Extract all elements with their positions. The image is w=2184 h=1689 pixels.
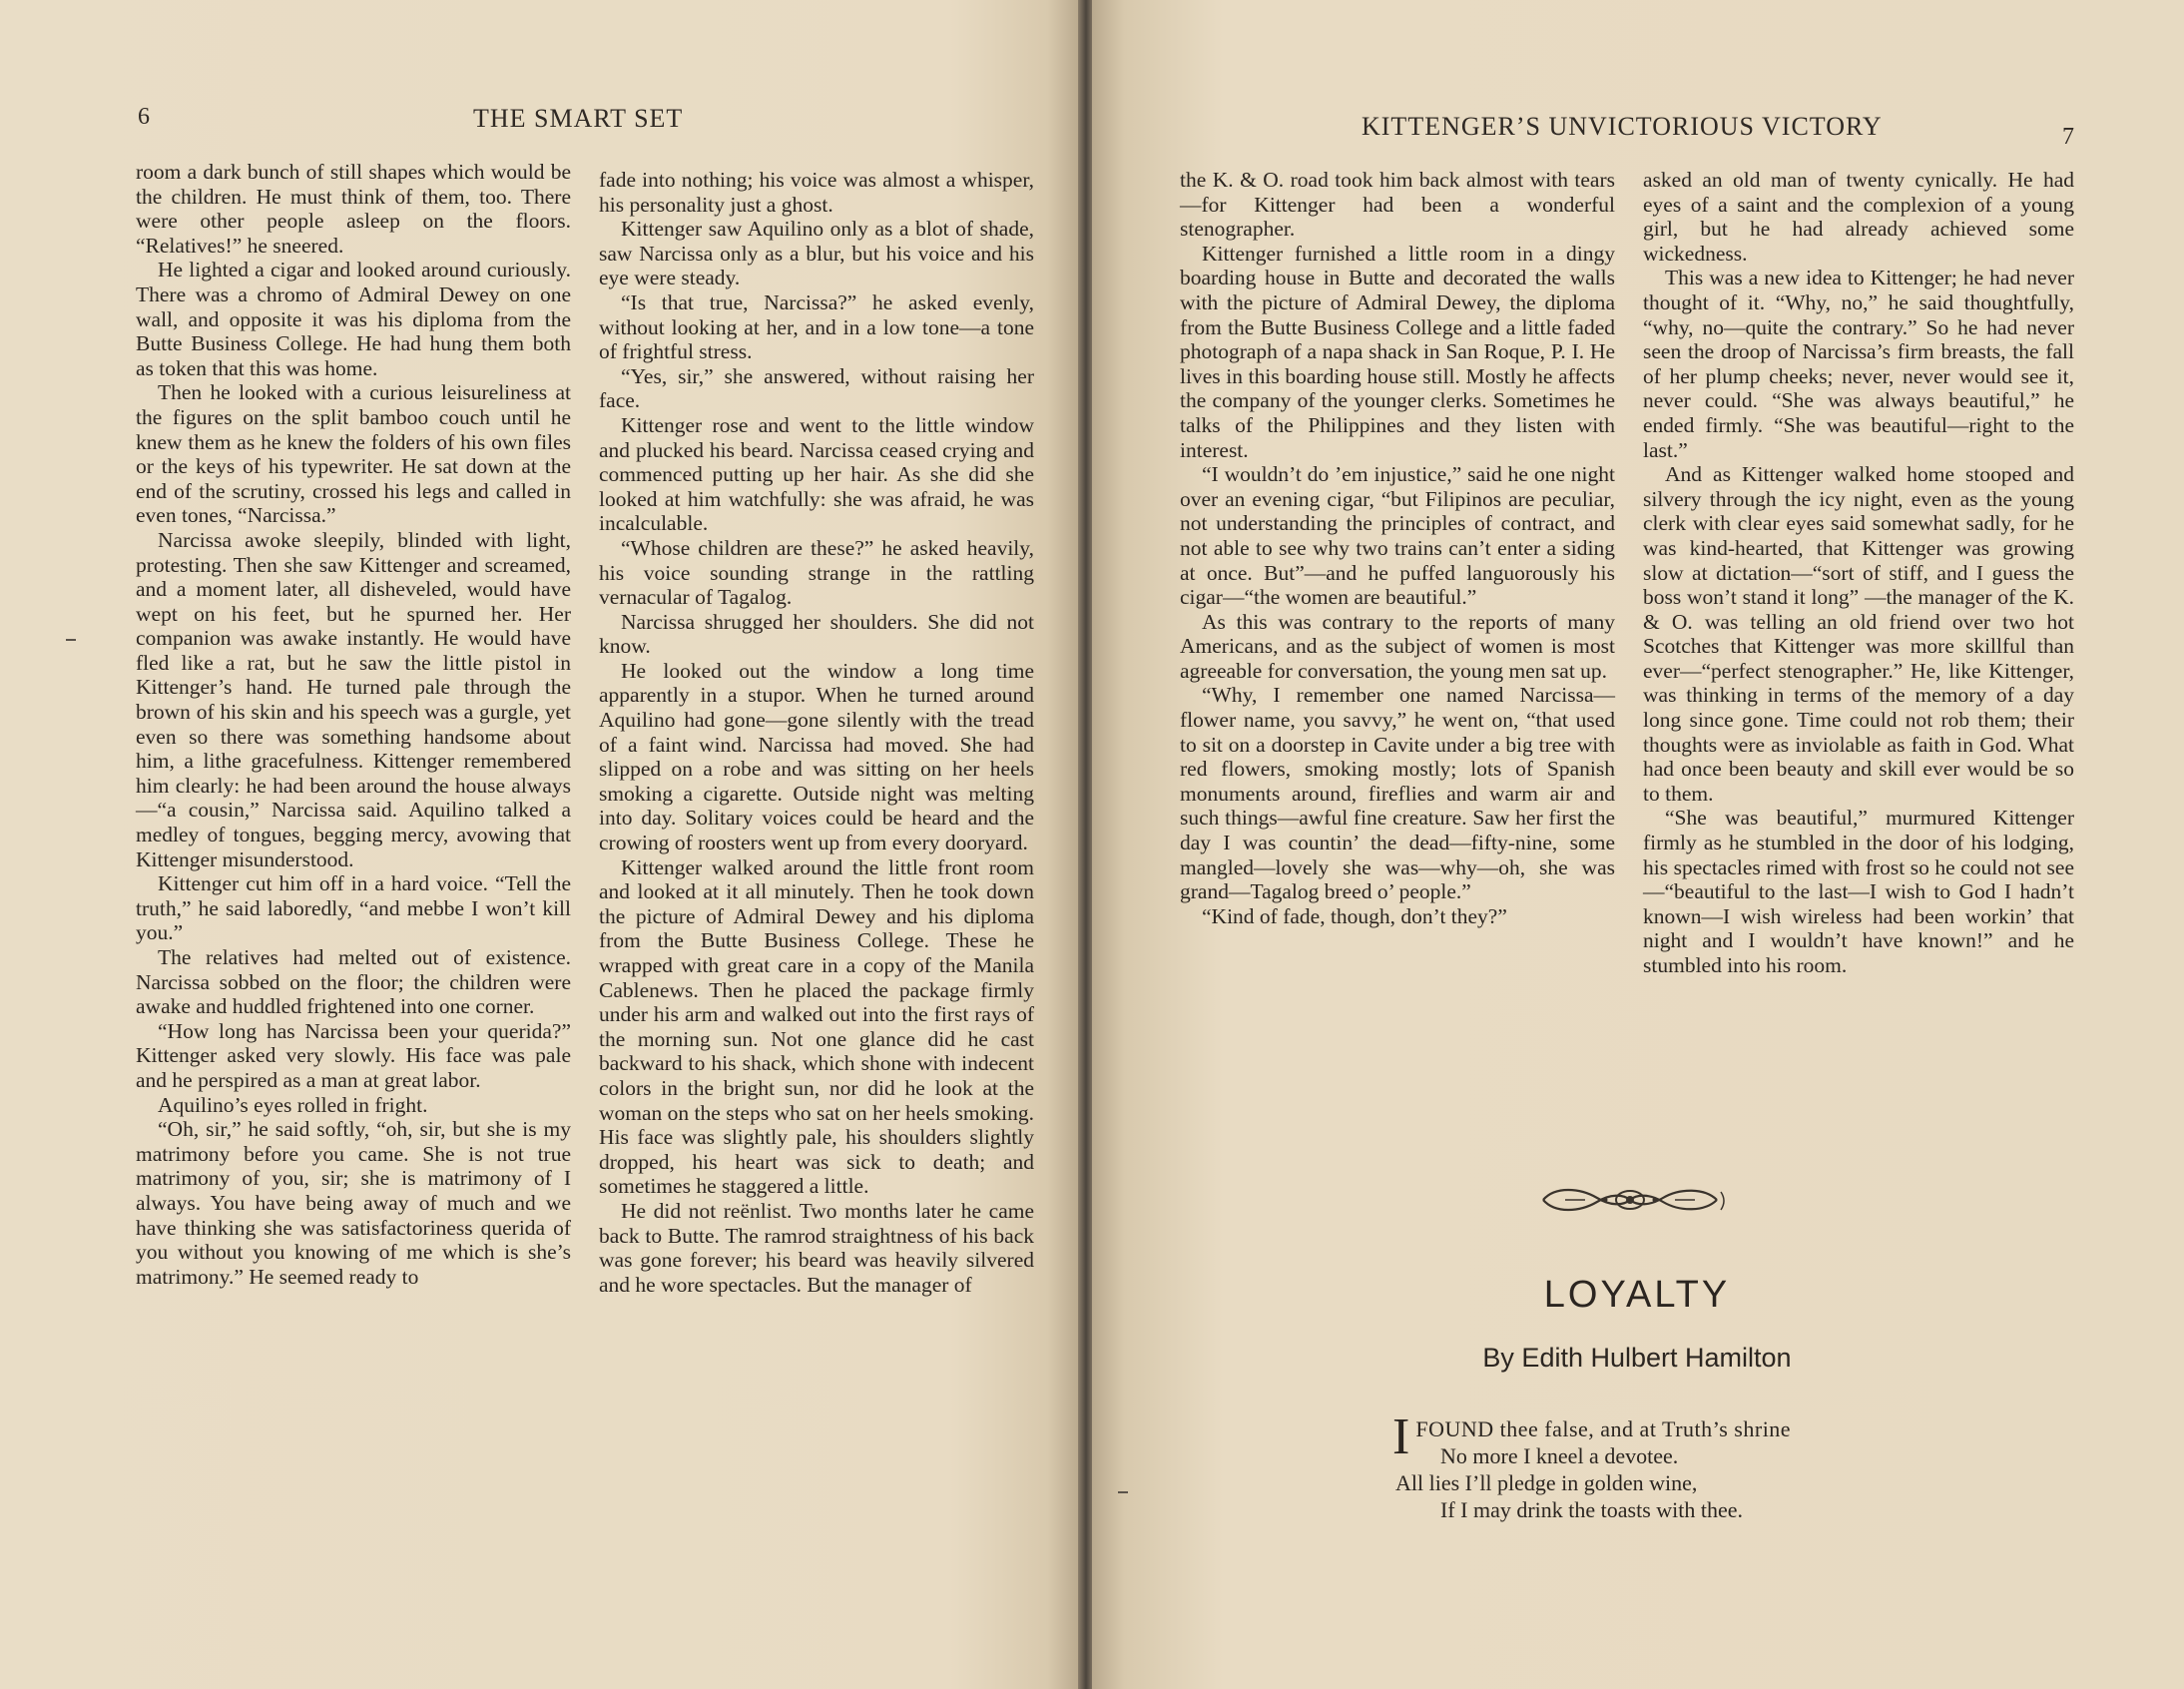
paragraph: He did not reënlist. Two months later he came back to Butte. The ramrod straightness of his back was gone forever; his beard was heavily silvered and he wore spectacles. But the manager of (599, 1198, 1034, 1297)
paragraph: As this was contrary to the reports of many Americans, and as the subject of women is most agreeable for conversation, the young men sat up. (1180, 609, 1615, 683)
paragraph: “Is that true, Narcissa?” he asked evenly, without looking at her, and in a low tone—a tone of frightful stress. (599, 289, 1034, 364)
paragraph: asked an old man of twenty cynically. He had eyes of a saint and the complexion of a young girl, but he had already achieved some wickedness. (1643, 168, 2074, 266)
poem-body (1392, 1408, 1951, 1523)
paragraph: Kittenger cut him off in a hard voice. “Tell the truth,” he said laboredly, “and mebbe I won’t kill you.” (136, 871, 571, 945)
paragraph: “Whose children are these?” he asked heavily, his voice sounding strange in the rattling vernacular of Tagalog. (599, 535, 1034, 610)
paragraph: Kittenger walked around the little front room and looked at it all minutely. Then he took down the picture of Admiral Dewey and his diploma from the Butte Business College. These he wrapped with great care in a copy of the Manila Cablenews. Then he placed the package firmly under his arm and walked out into the first rays of the morning sun. Not one glance did he cast backward to his shack, which shone with indecent colors in the bright sun, nor did he look at the woman on the steps who sat on her heels smoking. His face was slightly pale, his shoulders slightly dropped, his heart was sick to death; and sometimes he staggered a little. (599, 854, 1034, 1199)
paragraph: room a dark bunch of still shapes which would be the children. He must think of them, too. There were other people asleep on the floors. “Relatives!” he sneered. (136, 160, 571, 258)
poem-line-4: If I may drink the toasts with thee. (1440, 1497, 1744, 1522)
paragraph: “Yes, sir,” she answered, without raising her face. (599, 363, 1034, 413)
margin-mark (66, 639, 76, 641)
left-column-2 (599, 168, 1034, 1297)
left-page-number: 6 (138, 104, 150, 130)
left-running-head: THE SMART SET (473, 104, 684, 133)
poem-title: LOYALTY (1543, 1274, 1731, 1316)
paragraph: Kittenger saw Aquilino only as a blot of shade, saw Narcissa only as a blur, but his voice and his eye were steady. (599, 217, 1034, 290)
paragraph: Kittenger furnished a little room in a dingy boarding house in Butte and decorated the walls with the picture of Admiral Dewey, the diploma from the Butte Business College and a little faded photograph of a napa shack in San Roque, P. I. He lives in this boarding house still. Mostly he affects the company of the younger clerks. Sometimes he talks of the Philippines and they listen with interest. (1180, 241, 1615, 462)
right-running-head: KITTENGER’S UNVICTORIOUS VICTORY (1362, 112, 1883, 141)
paragraph: “She was beautiful,” murmured Kittenger firmly as he stumbled in the door of his lodging, his spectacles rimed with frost so he could not see—“beautiful to the last—I wish to God I hadn’t known—I wish wireless had been workin’ that night and I wouldn’t have known!” and he stumbled into his room. (1643, 806, 2074, 977)
paragraph: And as Kittenger walked home stooped and silvery through the icy night, even as the young clerk with clear eyes said somewhat sadly, for he was kind-hearted, that Kittenger was growing slow at dictation—“sort of stiff, and I guess the boss won’t stand it long” —the manager of the K. & O. was telling an old friend over two hot Scotches that Kittenger was more skillful than ever—“perfect stenographer.” He, like Kittenger, was thinking in terms of the memory of a day long since gone. Time could not rob them; their thoughts were as inviolable as faith in God. What had once been beauty and skill ever would be so to them. (1643, 462, 2074, 806)
paragraph: the K. & O. road took him back almost with tears—for Kittenger had been a wonderful stenographer. (1180, 168, 1615, 242)
poem-byline: By Edith Hulbert Hamilton (1482, 1343, 1792, 1373)
right-page-number: 7 (2062, 124, 2074, 150)
poem-line-2: No more I kneel a devotee. (1440, 1443, 1679, 1468)
paragraph: Narcissa shrugged her shoulders. She did not know. (599, 609, 1034, 659)
paragraph: He looked out the window a long time apparently in a stupor. When he turned around Aquilino had gone—gone silently with the tread of a faint wind. Narcissa had moved. She had slipped on a robe and was sitting on her heels smoking a cigarette. Outside night was melting into day. Solitary voices could be heard and the crowing of roosters went up from every dooryard. (599, 658, 1034, 855)
paragraph: Narcissa awoke sleepily, blinded with light, protesting. Then she saw Kittenger and screamed, and a moment later, all disheveled, would have wept on his feet, but he spurned her. Her companion was awake instantly. He would have fled like a rat, but he saw the little pistol in Kittenger’s hand. He turned pale through the brown of his skin and his speech was a gurgle, yet even so there was something handsome about him, a lithe gracefulness. Kittenger remembered him clearly: he had been around the house always—“a cousin,” Narcissa said. Aquilino talked a medley of tongues, begging mercy, avowing that Kittenger misunderstood. (136, 527, 571, 871)
paragraph: Then he looked with a curious leisureliness at the figures on the split bamboo couch until he knew them as he knew the folders of his own files or the keys of his typewriter. He sat down at the end of the scrutiny, crossed his legs and called in even tones, “Narcissa.” (136, 380, 571, 528)
paragraph: “How long has Narcissa been your querida?” Kittenger asked very slowly. His face was pale and he perspired as a man at great labor. (136, 1018, 571, 1092)
paragraph: Kittenger rose and went to the little window and plucked his beard. Narcissa ceased crying and commenced putting up her hair. As she did she looked at him watchfully: she was afraid, he was incalculable. (599, 412, 1034, 536)
margin-mark (1118, 1491, 1128, 1493)
paragraph: The relatives had melted out of existence. Narcissa sobbed on the floor; the children were awake and huddled frightened into one corner. (136, 945, 571, 1019)
right-column-1 (1180, 168, 1615, 928)
paragraph: This was a new idea to Kittenger; he had never thought of it. “Why, no,” he said thoughtfully, “why, no—quite the contrary.” So he had never seen the droop of Narcissa’s firm breasts, the fall of her plump cheeks; never, never would see it, never could. “She was always beautiful,” he ended firmly. “She was beautiful—right to the last.” (1643, 266, 2074, 462)
poem-line-text: FOUND thee false, and at Truth’s shrine (1415, 1416, 1792, 1441)
right-column-2 (1643, 168, 2074, 978)
left-column-1 (136, 160, 571, 1289)
paragraph: Aquilino’s eyes rolled in fright. (158, 1092, 428, 1117)
drop-cap: I (1392, 1408, 1410, 1465)
paragraph: He lighted a cigar and looked around curiously. There was a chromo of Admiral Dewey on one wall, and opposite it was his diploma from the Butte Business College. He had hung them both as token that this was home. (136, 258, 571, 380)
paragraph: “I wouldn’t do ’em injustice,” said he one night over an evening cigar, “but Filipinos are peculiar, not understanding the principles of contract, and not able to see why two trains can’t enter a siding at once. But”—and he puffed languorously his cigar—“the women are beautiful.” (1180, 462, 1615, 610)
poem-line-3: All lies I’ll pledge in golden wine, (1395, 1470, 1698, 1495)
decorative-ornament-icon (1535, 1178, 1725, 1222)
paragraph: “Oh, sir,” he said softly, “oh, sir, but she is my matrimony before you came. She is not true matrimony of you, sir; she is matrimony of I always. You have being away of much and we have thinking she was satisfactoriness querida of you without you knowing of me which is she’s matrimony.” He seemed ready to (136, 1117, 571, 1289)
paragraph: fade into nothing; his voice was almost a whisper, his personality just a ghost. (599, 168, 1034, 217)
paragraph: “Kind of fade, though, don’t they?” (1202, 903, 1507, 928)
paragraph: “Why, I remember one named Narcissa—flower name, you savvy,” he went on, “that used to sit on a doorstep in Cavite under a big tree with red flowers, smoking mostly; lots of Spanish monuments around, fireflies and warm air and such things—awful fine creature. Saw her first the day I was countin’ the dead—fifty-nine, some mangled—lovely she was—why—oh, she was grand—Tagalog breed o’ people.” (1180, 683, 1615, 904)
